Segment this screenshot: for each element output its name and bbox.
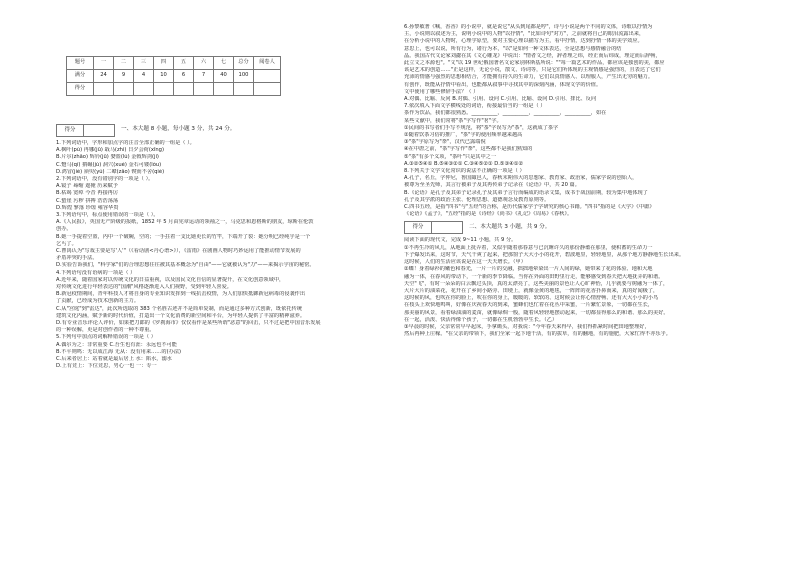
- text-line: ③"茶"字原写为"荼"，汉代已露端倪: [404, 139, 486, 146]
- text-line: ②随着饮茶习俗的推广，"茶"字的使用频率越来越高: [404, 132, 523, 139]
- score-input-cell[interactable]: [234, 83, 254, 96]
- score-table-cell: 4: [134, 70, 154, 83]
- text-line: B.不平则鸣：无以成江海 无从：没有用来……的(办法): [56, 348, 182, 355]
- text-line: 某些文献中，我们常将"茶"字写作"茗"字。: [404, 117, 502, 124]
- text-line: A.枫叶(pù) 冉娜(jū) 戢马(zhì) 日夕会荷(xīng): [56, 147, 164, 154]
- score-table-cell: 40: [214, 70, 234, 83]
- left-column: [56, 56, 386, 371]
- score-table-cell: 四: [154, 57, 174, 70]
- text-line: A.镜子 蓦缩 遮掩 历来赋予: [56, 183, 118, 190]
- text-line: C.从"宫庭"到"雷达"，此次所选取的 383 个名胜古迹并不是简单复制，而是通过多种方式创新，既依托传统: [56, 305, 302, 312]
- text-line: ④在中唐之前，"茶"字写作"荼"，这些都不是我们熟知的: [404, 146, 533, 153]
- text-line: C.曹禺认为"写戏主要是写'人'"（《看话剧<丹心谱>》），《雷雨》在剧画人物时巧妙运用了能推动情节发展的: [56, 248, 301, 255]
- score-table-cell: [254, 70, 281, 83]
- score-input-cell[interactable]: [214, 83, 234, 96]
- text-line: 那美丽的风景，看着绿油油的麦苗，就像绿绸一般，随着风轻轻地摆动起来，一切都显得那么的和谐、那么的美好。: [404, 309, 669, 316]
- text-line: B.枯竭 宽绰 今昔 再接再厉: [56, 190, 119, 197]
- text-line: D.鸿冒(jié) 须臾(yú) 二鼙(zǎo) 锲而不舍(qiè): [56, 168, 165, 175]
- text-line: ①民间的书写者们手写不规范，将"茶"字误写为"茶"，这就成了茶字: [404, 124, 559, 131]
- text-line: A.孔子，名丘，字仲尼，鲁国陬邑人，春秋末期伟大的思想家、教育家、政治家，儒家学说的创始人，: [404, 175, 638, 182]
- score-table-cell: 10: [154, 70, 174, 83]
- text-line: D.有专业音乐评论人评价，如果把刀郎的《罗刹海市》仅仅看作是某些所谓"恶意"的回击，只不过是把中国音乐发展: [56, 320, 321, 327]
- text-line: A.《人民报》，英国无产阶级的报纸，1852 年 5 月由宪章运动的领袖之一，马克思和恩格斯的朋友，琼斯在伦敦: [56, 219, 314, 226]
- text-line: A.偶尔为之：非常重要 C.吾生也有涯：永远也不可能: [56, 341, 177, 348]
- text-line: 的一种误解，更是对创作者的一种不尊重。: [56, 327, 155, 334]
- text-line: 1.下列词语中，字形和加点字的注音全部正确的一组是（ ）。: [56, 140, 195, 146]
- text-line: 在一起，活泼、快活得像个孩子，一切都在生机勃勃中生长。（乙）: [404, 316, 558, 323]
- section1-grader-label: 得分: [57, 125, 84, 136]
- section1-title: 一、本大题 8 小题，每小题 3 分，共 24 分。: [121, 126, 236, 133]
- text-line: ⑤"茶"有多个义项，"茶叶"只是其中之一: [404, 153, 497, 160]
- text-line: D.实验告诉我们，"科学家"们的合理思想往往被其基本概念为"自由"——它就被认为"力"——来揭示宇宙的秘密。: [56, 262, 315, 269]
- text-line: 天空"飞"，有时一朵朵的白云飘过头顶，真的太漂亮了，这些美丽的景色让人心旷神怡，几乎就要与树融为一体了，: [404, 280, 669, 287]
- text-line: 乞丐了。: [56, 240, 77, 247]
- score-table-cell: 6: [174, 70, 194, 83]
- text-line: 在分析小说中的人物时，心理学原型，要对主要心理以描写为主，看中抒情，达到抒情一体的美学效应。: [404, 38, 643, 45]
- text-line: B.新冠疫情期间，青年科技人才将自身的专业知识发挥到一线抗击疫情，为人们加快抵御新冠病毒的侵袭作出: [56, 291, 306, 298]
- section1-grader-score[interactable]: [84, 125, 114, 136]
- text-line: 《论语》《孟子》，"五经"指的是《诗经》《尚书》《礼记》《周易》《春秋》。: [404, 211, 573, 218]
- text-line: 该是艺术的创造……"正是这样，无论小说，散文、诗词等，只是它们所体现的主观情感是强烈的，且表达了它们: [404, 67, 661, 74]
- text-line: 创办。: [56, 226, 72, 233]
- text-line: 主，小说则以叙述为主，说明小说中的人物"以抒情"，"比如诗句"对方"，之前就将自己的眼泪流露出来，: [404, 31, 645, 38]
- score-input-cell[interactable]: [114, 83, 134, 96]
- score-table-cell: 得分: [67, 83, 94, 96]
- text-line: C.后来者居上：站着就是最后居上 水：陷水，溺水: [56, 356, 172, 363]
- right-column: [404, 24, 754, 338]
- text-line: 在枝头上欢快地鸣叫，好像在庆祝春天的到来，蜜蜂们也忙着在花丛中采蜜，一片繁忙景象，一切都在生长，: [404, 302, 654, 309]
- text-line: 此立文之本源也"。"文"以 19 世纪俄国著名文论家别林斯基所说：""每一篇艺术的作品，都应该是独创的美，都应: [404, 60, 665, 67]
- text-line: 茶作为饮品，我们都很熟悉。__________，__________，__________，__________，如在: [404, 110, 607, 117]
- score-input-cell[interactable]: [154, 83, 174, 96]
- score-input-cell[interactable]: [94, 83, 114, 96]
- text-line: ①不再生冷的风儿，从地面上抚弄着，又似乎随着那春意与已沉睡许久的那份静谧在那里，使积蓄的生命力一: [404, 244, 653, 251]
- text-line: 6.孙黎敏著《喊，香香》的小说中，就是说它"从头到尾都是哼"，诗与小说是两个不同的文体，诗歌以抒情为: [404, 24, 653, 30]
- text-line: ②蝶！身着绿衫的嫩色和春光，一片一片的交融，拙拙地晕染出一片人间的绿，她带来了花的体验、地和大地: [404, 266, 653, 273]
- score-table: [66, 56, 281, 96]
- left-question-text: [56, 140, 386, 371]
- score-table-cell: 100: [234, 70, 254, 83]
- score-table-cell: 题号: [67, 57, 94, 70]
- text-line: 矛盾冲突的手法。: [56, 255, 98, 262]
- text-line: 4.下列语句没有语病的一项是（ ）: [56, 269, 136, 276]
- text-line: 这时候，人们的生活应该说是在这一天天增长。（甲）: [404, 259, 526, 266]
- text-line: 被尊为至圣先师，其言行被弟子及其再传弟子记录在《论语》中，共 20 篇。: [404, 182, 580, 189]
- text-line: C.蹩马(qí) 猬碾(jù) 洞穴(xué) 金石可镂(lòu): [56, 161, 162, 168]
- text-line: A.近年来，随着国家对以传统文化的日益重视，以及国民文化自信的显著提升，在文化创意领域中，: [56, 276, 285, 283]
- text-line: 充沛的情感与强烈的思想相结合，才能拥有持久的生命力，它们以真情感人、以理服人，产生出无穷的魅力。: [404, 74, 654, 81]
- text-line: A.③②⑤④① B.⑤④③②① C.③④⑤②① D.⑤③④①②: [404, 160, 524, 167]
- text-line: 3.下列语句中，标点使用错误的一项是（ ）。: [56, 212, 159, 219]
- score-table-cell: 24: [94, 70, 114, 83]
- section1-grader-box: [56, 124, 115, 137]
- text-line: 下子爆发出来，这时节，天气干爽了起来，把那窗子大大小小的花开，碧波地里，轻轻地里，从那个地方静静地生长出来。: [404, 251, 685, 258]
- section2-title: 二、本大题共 3 小题，共 9 分。: [469, 223, 551, 230]
- score-table-cell: 五: [174, 57, 194, 70]
- section1-header: [56, 124, 386, 136]
- score-table-cell: 七: [214, 57, 234, 70]
- text-line: 意思上，也可以说，所有行为，诸行为本，"以"是如何一种文体表达，全是思想与感情融合的结: [404, 45, 622, 52]
- score-table-header-row: [67, 57, 281, 70]
- text-line: D.上有竞上：下位竞思，男心一也 一：专一: [56, 363, 157, 370]
- section2-grader-score[interactable]: [432, 222, 462, 233]
- text-line: ③早晨的时候，父亲常常早早起床，手拿锄头，对我说："今年春天来得早，我们得抓紧时间把田地整理好，: [404, 323, 650, 330]
- score-table-got-row: [67, 83, 281, 96]
- text-line: C.蛰崖 污秽 拼搏 浩浩荡荡: [56, 197, 119, 204]
- reading-passage: [404, 237, 754, 338]
- text-line: 阅读下面的现代文，完成 9~11 小题，共 9 分。: [404, 237, 517, 244]
- text-line: 融为一体，在春风的带动下，一个新的季节降临。当你在外面的田野里行走，能够感受到春天把大地抚弄的和谐。: [404, 273, 664, 280]
- text-line: 大片大片的油菜花，花开在了乡间小路旁、田埂上，就像金黄的地毯，一阵阵的花香扑鼻而来，真的好闻极了，: [404, 287, 659, 294]
- score-table-cell: 9: [114, 70, 134, 83]
- score-table-cell: 六: [194, 57, 214, 70]
- text-line: D.辉煌 寥落 珍馐 雍容华贵: [56, 204, 119, 211]
- text-line: 晶。我国古代文论家刘勰在其《文心雕龙》中说出："情者文之经，辞者理之纬，经正而后纬成，理定而后辞畅，: [404, 52, 661, 59]
- text-line: 孔子及其学派的政治主张、伦理思想、道德观念及教育原则等。: [404, 196, 550, 203]
- score-table-cell: 满分: [67, 70, 94, 83]
- text-line: B.她一手提着空篮，内中一个破碗，空的；一手拄着一支比她更长的竹竿，下端开了裂：她分明已经纯乎是一个: [56, 233, 311, 240]
- score-table-cell: 三: [134, 57, 154, 70]
- text-line: 7.依次填入下面文字横线处的词语，衔接最恰当的一组是（ ）: [404, 103, 546, 110]
- score-input-cell[interactable]: [174, 83, 194, 96]
- text-line: 建筑文化内涵，赋予新的时代价值，打造出一个文化消费的新空间和平台，为年轻人提供了丰富的精神滋养。: [56, 312, 306, 319]
- score-table-cell: 一: [94, 57, 114, 70]
- score-table-cell: 阅卷人: [254, 57, 281, 70]
- score-table-cell: 二: [114, 57, 134, 70]
- score-input-cell[interactable]: [194, 83, 214, 96]
- text-line: 然后再种上庄稼。"在父亲的带领下，我们全家一起下地干活，有的拔草，有的翻地，有的施肥，大家忙得不亦乐乎。: [404, 331, 671, 338]
- section2-grader-box: [404, 221, 463, 234]
- text-line: 对传统文化进行年轻表达的"国潮"风格逐渐进入人们视野，受到年轻人喜爱。: [56, 284, 232, 291]
- score-table-cell: 7: [194, 70, 214, 83]
- section2-header: [404, 221, 754, 233]
- right-question-text: [404, 24, 754, 218]
- score-table-cell: 总分: [234, 57, 254, 70]
- text-line: 文中使用了哪些修辞手法？（ ）: [404, 88, 479, 95]
- score-input-cell[interactable]: [134, 83, 154, 96]
- text-line: B.片尔(zhāo) 辉钤(jū) 婪篮(lú) 金戟辉剑(jí): [56, 154, 159, 161]
- text-line: 有创作，既能从抒情中看出，也能都从叙事中寻找其中的深刻内涵，体现文学的价值。: [404, 81, 602, 88]
- text-line: C.四书五经，是指"四书"与"五经"的合称，是历代儒家学子学研究的核心书籍。"四书"指的是《大学》《中庸》: [404, 204, 655, 211]
- text-line: A.对偶、比喻、反问 B.对偶、引用、设问 C.引用、比喻、设问 D.引用、排比、反问: [404, 96, 597, 103]
- text-line: 2.下列词语中，没有错别字的一项是（ ）。: [56, 176, 154, 183]
- text-line: 8.下列关于文学文化常识的说法不正确的一项是（ ）: [404, 168, 525, 175]
- score-input-cell[interactable]: [254, 83, 281, 96]
- text-line: 5.下列句中加点的词解释错误的一项是（ ）: [56, 334, 156, 341]
- text-line: 这时候的风，也吹在你的脸上，吹在你的身上，暖暖的、软软的、这时候会让你心情舒畅、还有大大小小的小鸟: [404, 295, 659, 302]
- text-line: 了贡献，已经成为技术创新的主力。: [56, 298, 140, 305]
- score-table-full-row: [67, 70, 281, 83]
- text-line: B.《论语》是孔子及其弟子记录孔子及其弟子言行而编成的语录文集，成书于战国前期，较为集中地体现了: [404, 189, 648, 196]
- section2-grader-label: 得分: [405, 222, 432, 233]
